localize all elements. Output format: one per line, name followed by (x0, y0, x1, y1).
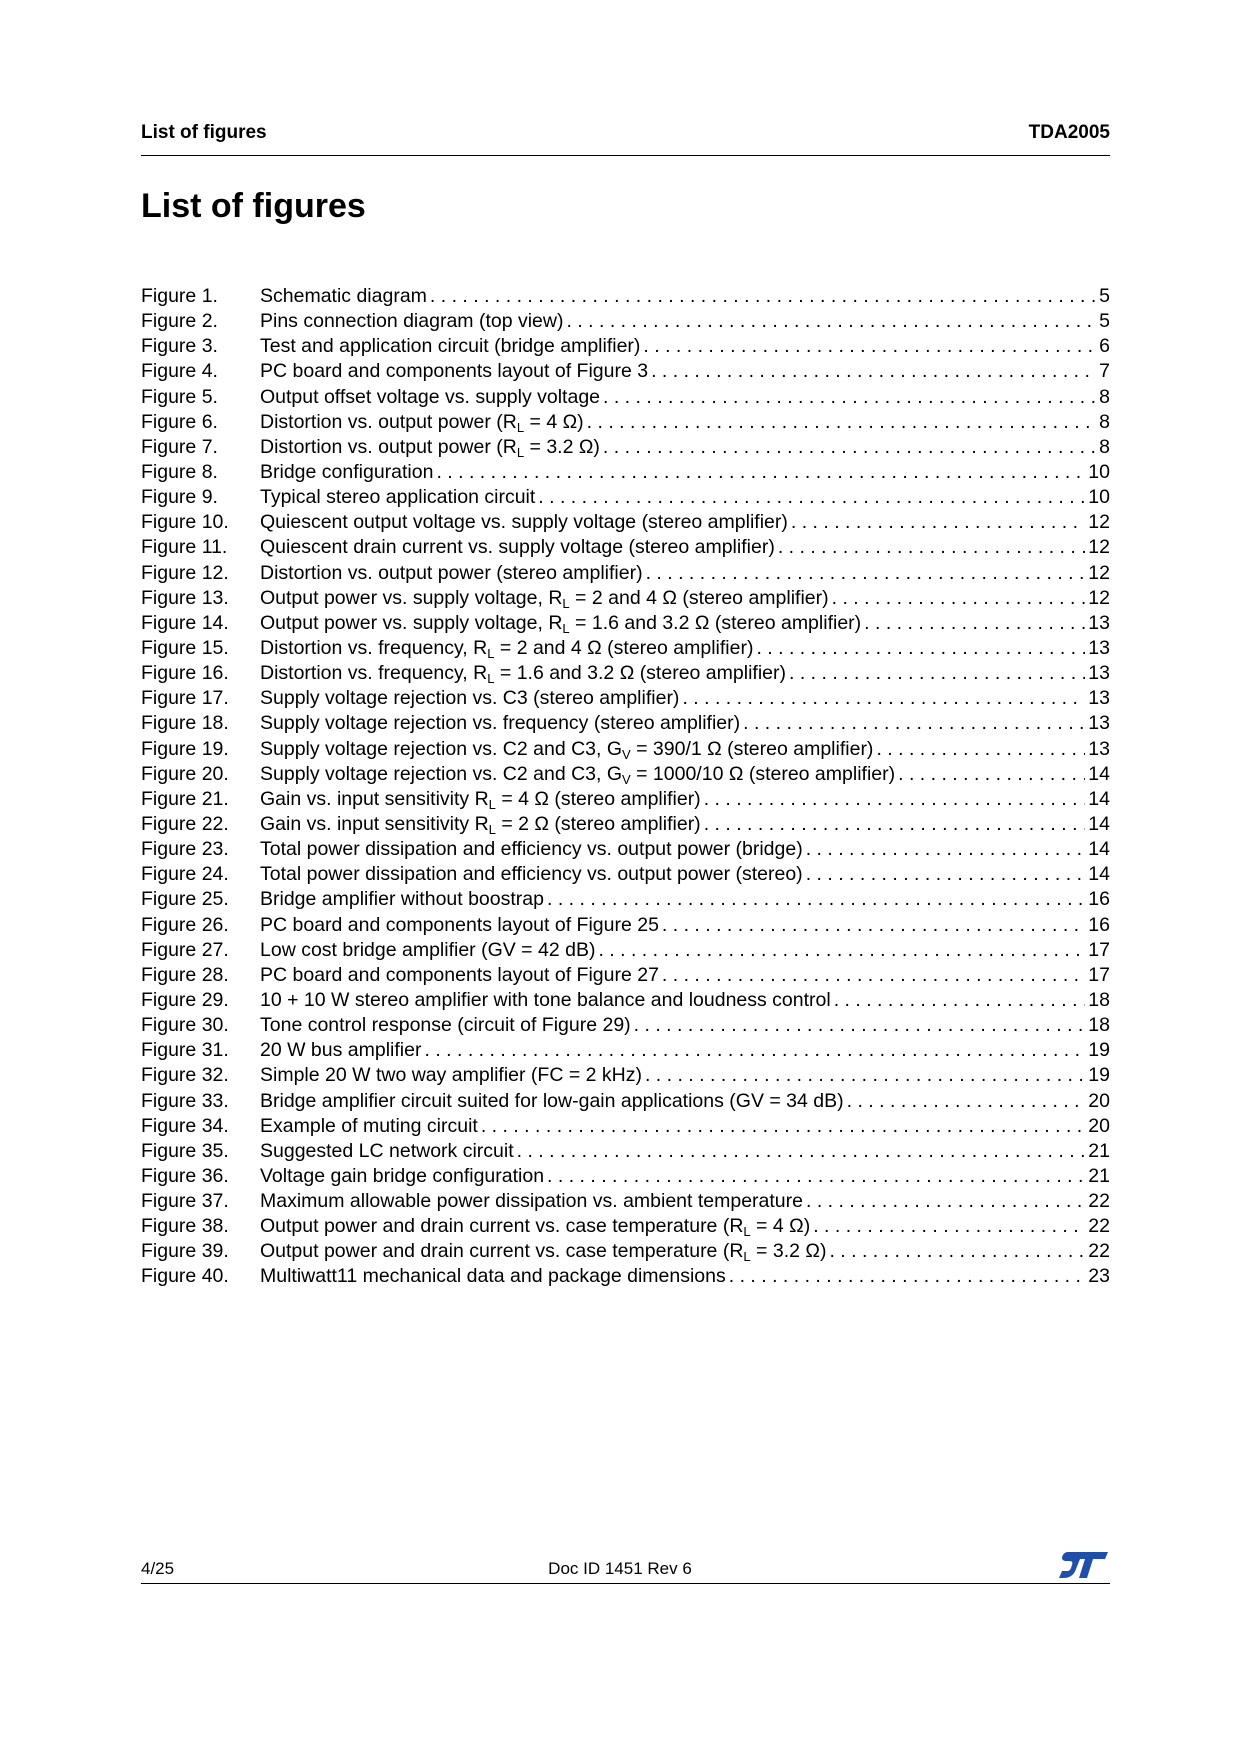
dot-leader (481, 1114, 1085, 1139)
figure-caption (260, 510, 788, 535)
caption-text: Gain vs. input sensitivity R (260, 787, 489, 810)
subscript: L (487, 671, 495, 687)
dot-leader (806, 1189, 1085, 1214)
figure-caption (260, 711, 740, 736)
figure-number: Figure 28. (141, 963, 229, 986)
page-reference[interactable]: 22 (1088, 1190, 1110, 1213)
toc-entry[interactable] (141, 485, 1110, 510)
caption-text: = 3.2 Ω) (750, 1240, 827, 1263)
toc-entry[interactable] (141, 1013, 1110, 1038)
caption-text: Voltage gain bridge configuration (260, 1164, 545, 1187)
page-reference[interactable]: 16 (1088, 913, 1110, 936)
toc-entry[interactable] (141, 1139, 1110, 1164)
figure-caption (260, 410, 584, 435)
dot-leader (704, 812, 1086, 837)
caption-text: Low cost bridge amplifier (GV = 42 dB) (260, 938, 596, 961)
page-reference[interactable]: 8 (1099, 385, 1110, 408)
figure-caption (260, 787, 701, 812)
dot-leader (778, 535, 1085, 560)
dot-leader (864, 611, 1085, 636)
caption-text: PC board and components layout of Figure 3 (260, 360, 649, 383)
figure-caption (260, 1114, 478, 1139)
toc-entry[interactable] (141, 284, 1110, 309)
caption-text: = 1000/10 Ω (stereo amplifier) (630, 762, 896, 785)
subscript: L (488, 796, 496, 812)
dot-leader (898, 762, 1085, 787)
caption-text: Typical stereo application circuit (260, 486, 536, 509)
figure-caption (260, 611, 861, 636)
page-reference[interactable]: 14 (1088, 787, 1110, 810)
page-reference[interactable]: 5 (1099, 285, 1110, 307)
figure-caption (260, 1164, 544, 1189)
caption-text: Maximum allowable power dissipation vs. ambient temperature (260, 1190, 803, 1213)
page-reference[interactable]: 20 (1088, 1089, 1110, 1112)
dot-leader (662, 963, 1085, 988)
toc-entry[interactable] (141, 385, 1110, 410)
page-reference[interactable]: 14 (1088, 863, 1110, 886)
dot-leader (876, 737, 1085, 762)
toc-entry[interactable] (141, 711, 1110, 736)
figure-number: Figure 37. (141, 1190, 229, 1213)
dot-leader (430, 284, 1096, 309)
dot-leader (603, 435, 1096, 460)
figure-number: Figure 6. (141, 410, 218, 433)
figure-list (141, 284, 1110, 1290)
toc-entry[interactable] (141, 1214, 1110, 1239)
toc-entry[interactable] (141, 535, 1110, 560)
figure-caption (260, 385, 600, 410)
page-reference[interactable]: 13 (1088, 737, 1110, 760)
caption-text: Distortion vs. frequency, R (260, 662, 488, 685)
caption-text: Suggested LC network circuit (260, 1139, 514, 1162)
caption-text: Output power vs. supply voltage, R (260, 586, 563, 609)
dot-leader (832, 586, 1086, 611)
toc-entry[interactable] (141, 762, 1110, 787)
figure-number: Figure 39. (141, 1240, 229, 1263)
figure-caption (260, 1264, 726, 1289)
figure-number: Figure 7. (141, 435, 218, 458)
page-reference[interactable]: 12 (1088, 536, 1110, 559)
toc-entry[interactable] (141, 661, 1110, 686)
figure-number: Figure 17. (141, 687, 229, 710)
figure-caption (260, 284, 427, 309)
dot-leader (662, 913, 1085, 938)
page-reference[interactable]: 7 (1099, 360, 1110, 383)
footer-divider (141, 1583, 1110, 1584)
toc-entry[interactable] (141, 611, 1110, 636)
figure-caption (260, 1239, 826, 1264)
dot-leader (603, 385, 1096, 410)
figure-caption (260, 1013, 631, 1038)
figure-caption (260, 309, 563, 334)
figure-number: Figure 4. (141, 360, 218, 383)
figure-caption (260, 1139, 514, 1164)
dot-leader (791, 510, 1085, 535)
caption-text: = 4 Ω) (750, 1215, 811, 1238)
figure-caption (260, 913, 659, 938)
page-reference[interactable]: 13 (1088, 636, 1110, 659)
header-section-title: List of figures (141, 122, 267, 143)
page-reference[interactable]: 13 (1088, 611, 1110, 634)
toc-entry[interactable] (141, 561, 1110, 586)
figure-number: Figure 26. (141, 913, 229, 936)
page-reference[interactable]: 8 (1099, 435, 1110, 458)
figure-number: Figure 27. (141, 938, 229, 961)
page-reference[interactable]: 13 (1088, 662, 1110, 685)
toc-entry[interactable] (141, 410, 1110, 435)
toc-entry[interactable] (141, 460, 1110, 485)
toc-entry[interactable] (141, 887, 1110, 912)
caption-text: Output offset voltage vs. supply voltage (260, 385, 601, 408)
figure-caption (260, 938, 595, 963)
document-id: Doc ID 1451 Rev 6 (548, 1559, 692, 1578)
figure-number: Figure 10. (141, 511, 229, 534)
figure-number: Figure 1. (141, 285, 218, 307)
caption-text: Supply voltage rejection vs. C2 and C3, G (260, 762, 623, 785)
figure-number: Figure 11. (141, 536, 228, 559)
figure-caption (260, 1189, 803, 1214)
figure-number: Figure 9. (141, 486, 218, 509)
figure-number: Figure 13. (141, 586, 229, 609)
caption-text: Distortion vs. output power (R (260, 410, 517, 433)
caption-text: Supply voltage rejection vs. C3 (stereo amplifier) (260, 687, 680, 710)
page-reference[interactable]: 5 (1099, 310, 1110, 333)
dot-leader (756, 636, 1085, 661)
caption-text: = 2 and 4 Ω (stereo amplifier) (569, 586, 829, 609)
toc-entry[interactable] (141, 1063, 1110, 1088)
figure-number: Figure 34. (141, 1114, 229, 1137)
page-reference[interactable]: 17 (1088, 938, 1110, 961)
dot-leader (704, 787, 1086, 812)
caption-text: Quiescent output voltage vs. supply voltage (stereo amplifier) (260, 511, 788, 534)
caption-text: = 2 Ω (stereo amplifier) (495, 812, 701, 835)
toc-entry[interactable] (141, 1164, 1110, 1189)
figure-number: Figure 19. (141, 737, 229, 760)
subscript: L (562, 595, 570, 611)
caption-text: Distortion vs. output power (R (260, 435, 517, 458)
dot-leader (829, 1239, 1085, 1264)
figure-caption (260, 762, 895, 787)
dot-leader (847, 1089, 1086, 1114)
figure-number: Figure 18. (141, 712, 229, 735)
figure-number: Figure 35. (141, 1139, 229, 1162)
subscript: L (487, 645, 495, 661)
toc-entry[interactable] (141, 787, 1110, 812)
caption-text: Distortion vs. output power (stereo amplifier) (260, 561, 643, 584)
figure-number: Figure 33. (141, 1089, 229, 1112)
dot-leader (813, 1214, 1085, 1239)
page-reference[interactable]: 22 (1088, 1240, 1110, 1263)
caption-text: Schematic diagram (260, 285, 427, 307)
caption-text: Bridge amplifier circuit suited for low-gain applications (GV = 34 dB) (260, 1089, 844, 1112)
page-reference[interactable]: 14 (1088, 838, 1110, 861)
caption-text: Distortion vs. frequency, R (260, 636, 488, 659)
caption-text: Total power dissipation and efficiency vs. output power (bridge) (260, 838, 803, 861)
caption-text: Bridge amplifier without boostrap (260, 888, 544, 911)
toc-entry[interactable] (141, 1264, 1110, 1289)
toc-entry[interactable] (141, 988, 1110, 1013)
page-reference[interactable]: 23 (1088, 1265, 1110, 1288)
page-reference[interactable]: 12 (1088, 511, 1110, 534)
toc-entry[interactable] (141, 812, 1110, 837)
page-reference[interactable]: 22 (1088, 1215, 1110, 1238)
dot-leader (729, 1264, 1086, 1289)
figure-number: Figure 32. (141, 1064, 229, 1087)
toc-entry[interactable] (141, 1189, 1110, 1214)
figure-caption (260, 737, 873, 762)
figure-caption (260, 586, 829, 611)
figure-caption (260, 359, 648, 384)
page-reference[interactable]: 17 (1088, 963, 1110, 986)
dot-leader (806, 837, 1086, 862)
page-reference[interactable]: 16 (1088, 888, 1110, 911)
caption-text: = 4 Ω) (524, 410, 584, 433)
dot-leader (789, 661, 1085, 686)
figure-number: Figure 14. (141, 611, 229, 634)
dot-leader (587, 410, 1096, 435)
figure-number: Figure 8. (141, 460, 218, 483)
figure-caption (260, 485, 535, 510)
subscript: V (622, 746, 631, 762)
toc-entry[interactable] (141, 1089, 1110, 1114)
dot-leader (651, 359, 1096, 384)
figure-caption (260, 837, 803, 862)
dot-leader (436, 460, 1085, 485)
caption-text: 20 W bus amplifier (260, 1039, 422, 1062)
page-reference[interactable]: 10 (1088, 486, 1110, 509)
figure-number: Figure 29. (141, 988, 229, 1011)
figure-number: Figure 20. (141, 762, 229, 785)
figure-number: Figure 5. (141, 385, 218, 408)
figure-number: Figure 31. (141, 1039, 229, 1062)
figure-caption (260, 686, 679, 711)
caption-text: Output power vs. supply voltage, R (260, 611, 563, 634)
dot-leader (634, 1013, 1086, 1038)
toc-entry[interactable] (141, 913, 1110, 938)
figure-caption (260, 636, 753, 661)
toc-entry[interactable] (141, 435, 1110, 460)
page-reference[interactable]: 6 (1099, 335, 1110, 358)
figure-number: Figure 16. (141, 662, 229, 685)
figure-caption (260, 812, 701, 837)
caption-text: Pins connection diagram (top view) (260, 310, 564, 333)
toc-entry[interactable] (141, 686, 1110, 711)
figure-number: Figure 2. (141, 310, 218, 333)
caption-text: = 1.6 and 3.2 Ω (stereo amplifier) (569, 611, 862, 634)
page-reference[interactable]: 12 (1088, 561, 1110, 584)
page-reference[interactable]: 19 (1088, 1039, 1110, 1062)
caption-text: PC board and components layout of Figure 27 (260, 963, 659, 986)
caption-text: PC board and components layout of Figure 25 (260, 913, 659, 936)
toc-entry[interactable] (141, 862, 1110, 887)
caption-text: = 390/1 Ω (stereo amplifier) (630, 737, 874, 760)
page-reference[interactable]: 20 (1088, 1114, 1110, 1137)
caption-text: Test and application circuit (bridge amplifier) (260, 335, 641, 358)
page-reference[interactable]: 13 (1088, 712, 1110, 735)
figure-caption (260, 535, 775, 560)
dot-leader (646, 561, 1086, 586)
dot-leader (643, 334, 1096, 359)
toc-entry[interactable] (141, 963, 1110, 988)
figure-caption (260, 862, 803, 887)
header-divider (141, 155, 1110, 156)
figure-number: Figure 40. (141, 1265, 229, 1288)
figure-caption (260, 1089, 844, 1114)
toc-entry[interactable] (141, 1239, 1110, 1264)
page-reference[interactable]: 14 (1088, 812, 1110, 835)
caption-text: Tone control response (circuit of Figure 29) (260, 1014, 631, 1037)
figure-caption (260, 1214, 810, 1239)
figure-caption (260, 963, 659, 988)
toc-entry[interactable] (141, 737, 1110, 762)
header-product-name: TDA2005 (1028, 122, 1110, 143)
figure-number: Figure 23. (141, 838, 229, 861)
dot-leader (834, 988, 1086, 1013)
figure-caption (260, 460, 433, 485)
caption-text: = 4 Ω (stereo amplifier) (495, 787, 701, 810)
toc-entry[interactable] (141, 309, 1110, 334)
figure-number: Figure 30. (141, 1014, 229, 1037)
dot-leader (566, 309, 1096, 334)
toc-entry[interactable] (141, 586, 1110, 611)
figure-number: Figure 22. (141, 812, 229, 835)
subscript: V (622, 771, 631, 787)
figure-caption (260, 334, 640, 359)
toc-entry[interactable] (141, 359, 1110, 384)
subscript: L (743, 1224, 751, 1240)
figure-number: Figure 36. (141, 1164, 229, 1187)
caption-text: = 3.2 Ω) (524, 435, 600, 458)
toc-entry[interactable] (141, 636, 1110, 661)
dot-leader (547, 887, 1085, 912)
page-reference[interactable]: 18 (1088, 988, 1110, 1011)
page-reference[interactable]: 21 (1088, 1164, 1110, 1187)
toc-entry[interactable] (141, 510, 1110, 535)
caption-text: Example of muting circuit (260, 1114, 478, 1137)
figure-caption (260, 1063, 642, 1088)
figure-number: Figure 24. (141, 863, 229, 886)
subscript: L (516, 419, 525, 435)
subscript: L (516, 444, 525, 460)
dot-leader (682, 686, 1085, 711)
caption-text: = 2 and 4 Ω (stereo amplifier) (494, 636, 754, 659)
figure-caption (260, 561, 643, 586)
figure-caption (260, 887, 544, 912)
page-number: 4/25 (141, 1559, 175, 1578)
figure-caption (260, 661, 786, 686)
toc-entry[interactable] (141, 837, 1110, 862)
figure-number: Figure 12. (141, 561, 229, 584)
caption-text: Total power dissipation and efficiency vs. output power (stereo) (260, 863, 803, 886)
figure-number: Figure 15. (141, 636, 229, 659)
page-reference[interactable]: 19 (1088, 1064, 1110, 1087)
subscript: L (488, 821, 496, 837)
figure-number: Figure 3. (141, 335, 218, 358)
figure-caption (260, 988, 831, 1013)
dot-leader (598, 938, 1085, 963)
caption-text: Output power and drain current vs. case temperature (R (260, 1240, 744, 1263)
figure-number: Figure 25. (141, 888, 229, 911)
dot-leader (645, 1063, 1085, 1088)
toc-entry[interactable] (141, 334, 1110, 359)
caption-text: Bridge configuration (260, 460, 434, 483)
dot-leader (424, 1038, 1085, 1063)
running-header (141, 121, 1110, 145)
page-reference[interactable]: 14 (1088, 762, 1110, 785)
page-reference[interactable]: 21 (1088, 1139, 1110, 1162)
dot-leader (517, 1139, 1086, 1164)
caption-text: Supply voltage rejection vs. frequency (stereo amplifier) (260, 712, 741, 735)
caption-text: 10 + 10 W stereo amplifier with tone balance and loudness control (260, 988, 831, 1011)
st-logo-icon (1058, 1550, 1110, 1580)
figure-caption (260, 435, 600, 460)
caption-text: Gain vs. input sensitivity R (260, 812, 489, 835)
caption-text: Output power and drain current vs. case temperature (R (260, 1215, 744, 1238)
page-reference[interactable]: 18 (1088, 1014, 1110, 1037)
subscript: L (562, 620, 570, 636)
caption-text: = 1.6 and 3.2 Ω (stereo amplifier) (494, 662, 786, 685)
caption-text: Quiescent drain current vs. supply voltage (stereo amplifier) (260, 536, 775, 559)
page-reference[interactable]: 13 (1088, 687, 1110, 710)
dot-leader (547, 1164, 1085, 1189)
toc-entry[interactable] (141, 1114, 1110, 1139)
page-reference[interactable]: 12 (1088, 586, 1110, 609)
subscript: L (743, 1249, 751, 1265)
caption-text: Supply voltage rejection vs. C2 and C3, G (260, 737, 623, 760)
caption-text: Simple 20 W two way amplifier (FC = 2 kHz) (260, 1064, 642, 1087)
figure-number: Figure 38. (141, 1215, 229, 1238)
toc-entry[interactable] (141, 938, 1110, 963)
figure-number: Figure 21. (141, 787, 229, 810)
figure-caption (260, 1038, 421, 1063)
page-title: List of figures (141, 187, 366, 225)
caption-text: Multiwatt11 mechanical data and package dimensions (260, 1265, 726, 1288)
dot-leader (538, 485, 1085, 510)
dot-leader (743, 711, 1085, 736)
toc-entry[interactable] (141, 1038, 1110, 1063)
page-reference[interactable]: 10 (1088, 460, 1110, 483)
dot-leader (806, 862, 1086, 887)
page-reference[interactable]: 8 (1099, 410, 1110, 433)
